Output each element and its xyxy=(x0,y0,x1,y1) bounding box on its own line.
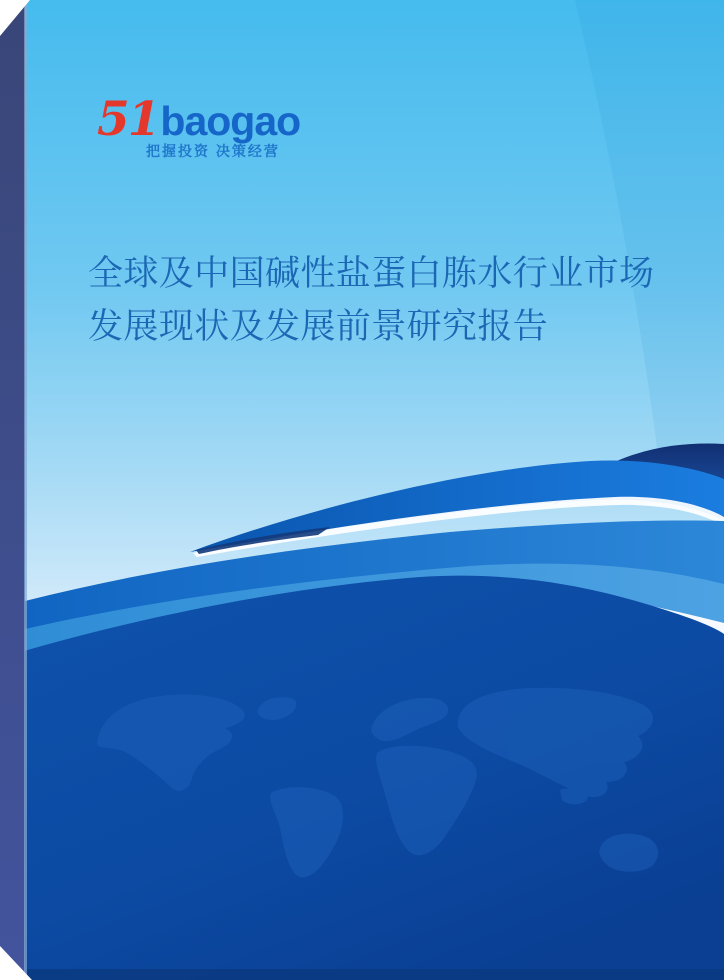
logo-word: baogao xyxy=(160,98,301,144)
book-spine xyxy=(0,0,25,980)
report-title-line2: 发展现状及发展前景研究报告 xyxy=(88,307,549,346)
report-title xyxy=(88,247,654,353)
book-spine-edge xyxy=(24,0,27,980)
bottom-edge-strip xyxy=(0,969,724,980)
brand-tagline: 把握投资 决策经营 xyxy=(146,143,280,159)
report-title-line1: 全球及中国碱性盐蛋白胨水行业市场 xyxy=(88,254,655,293)
brand-logo xyxy=(97,92,301,147)
logo-number: 51 xyxy=(97,92,159,147)
